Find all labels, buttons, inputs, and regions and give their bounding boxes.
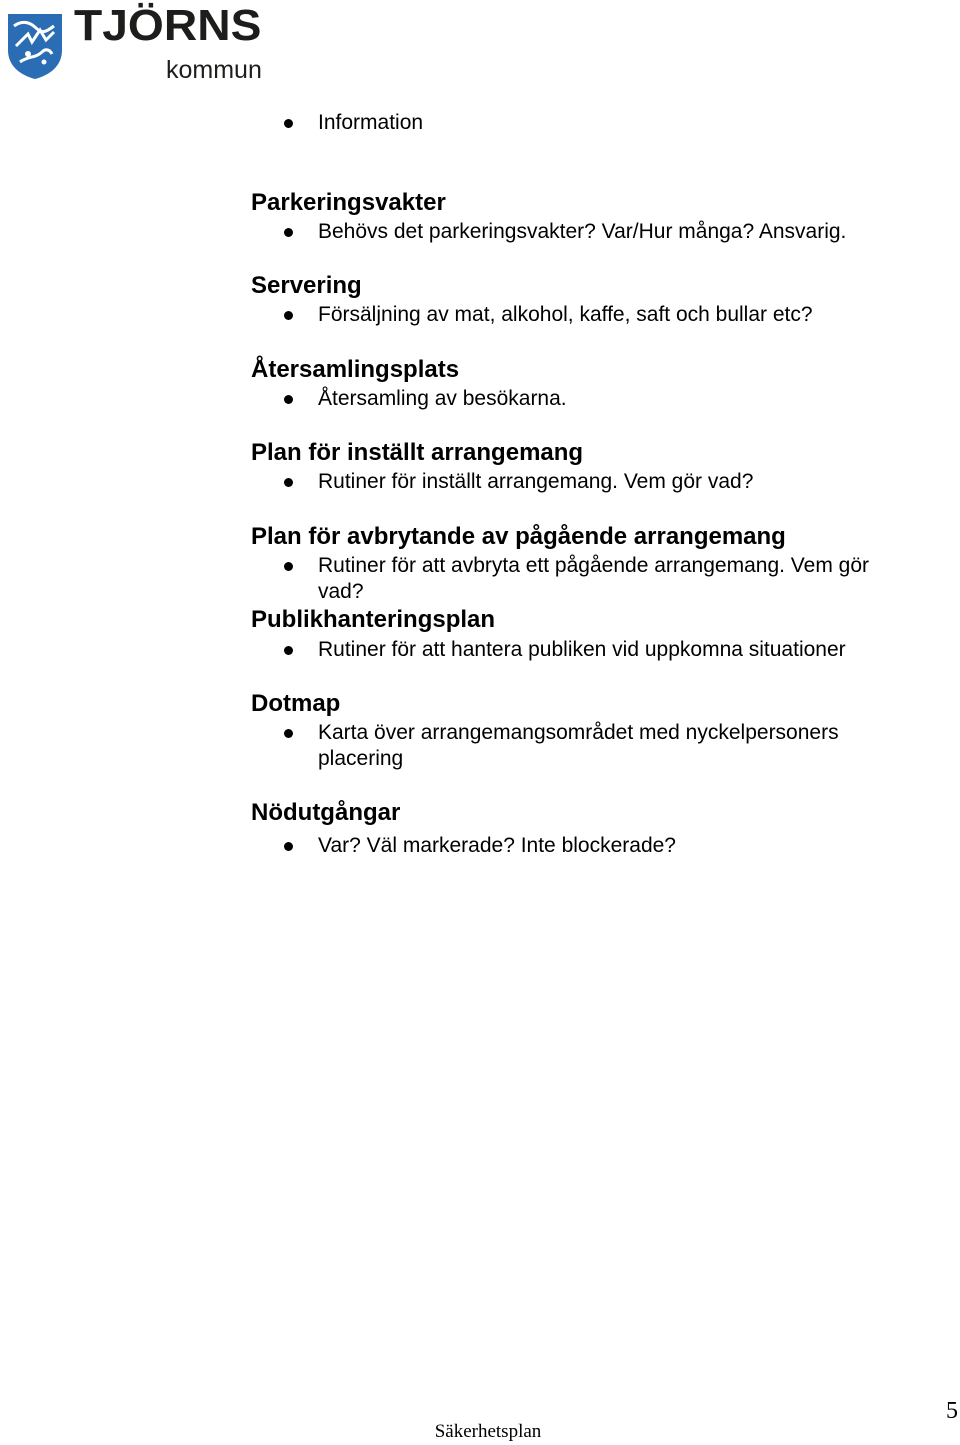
section-heading-parkeringsvakter: Parkeringsvakter — [251, 189, 446, 216]
list-item-text: Var? Väl markerade? Inte blockerade? — [318, 834, 676, 857]
bullet-icon — [284, 646, 293, 655]
bullet-icon — [284, 311, 293, 320]
municipal-crest-icon — [6, 12, 64, 80]
list-item-text: Rutiner för att avbryta ett pågående arrangemang. Vem gör vad? — [318, 554, 869, 603]
list-item-text: Rutiner för inställt arrangemang. Vem gör vad? — [318, 470, 754, 493]
page-number: 5 — [946, 1398, 958, 1424]
list-item-text: Försäljning av mat, alkohol, kaffe, saft och bullar etc? — [318, 303, 813, 326]
bullet-icon — [284, 228, 293, 237]
bullet-icon — [284, 562, 293, 571]
logo-subtitle: kommun — [166, 56, 262, 84]
bullet-icon — [284, 842, 293, 851]
section-heading-nodutgangar: Nödutgångar — [251, 799, 401, 826]
section-heading-plan-installt: Plan för inställt arrangemang — [251, 439, 584, 466]
bullet-icon — [284, 395, 293, 404]
list-item-text: Karta över arrangemangsområdet med nyckelpersoners placering — [318, 721, 839, 770]
section-heading-publikhanteringsplan: Publikhanteringsplan — [251, 606, 496, 633]
section-heading-atersamlingsplats: Återsamlingsplats — [251, 356, 460, 383]
section-heading-dotmap: Dotmap — [251, 690, 341, 717]
tjorns-kommun-logo — [6, 1, 268, 84]
section-heading-plan-avbrytande: Plan för avbrytande av pågående arrangemang — [251, 523, 786, 550]
list-item-text: Återsamling av besökarna. — [318, 387, 567, 410]
bullet-icon — [284, 119, 293, 128]
bullet-icon — [284, 478, 293, 487]
list-item-text: Rutiner för att hantera publiken vid uppkomna situationer — [318, 638, 846, 661]
logo-wordmark: TJÖRNS — [74, 1, 262, 50]
bullet-icon — [284, 729, 293, 738]
section-heading-servering: Servering — [251, 272, 362, 299]
footer-document-title: Säkerhetsplan — [434, 1421, 542, 1442]
list-item-text: Behövs det parkeringsvakter? Var/Hur många? Ansvarig. — [318, 220, 847, 243]
list-item-text: Information — [318, 111, 424, 134]
